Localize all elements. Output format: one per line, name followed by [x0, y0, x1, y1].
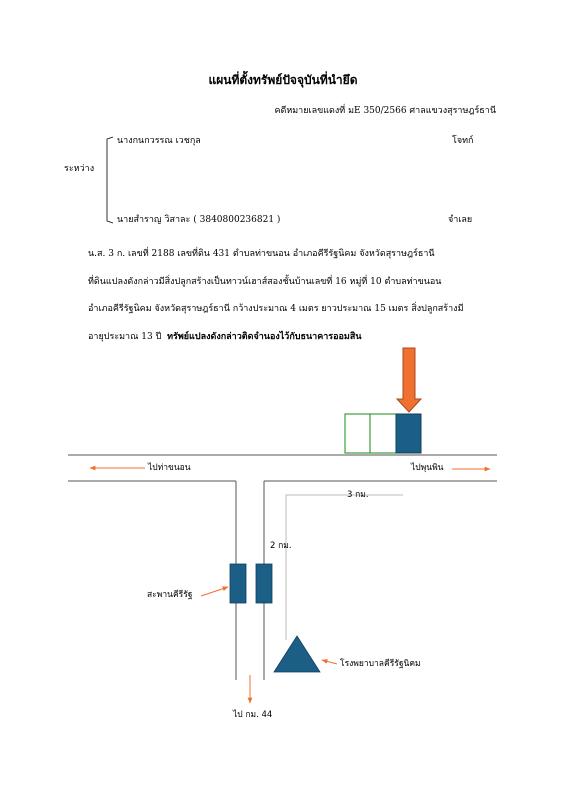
bridge-pointer	[201, 587, 228, 596]
neighbor-building	[370, 414, 396, 453]
label-to-km44: ไป กม. 44	[233, 710, 273, 720]
label-to-tha-khanon: ไปท่าขนอน	[148, 463, 191, 473]
between-label: ระหว่าง	[64, 164, 95, 174]
neighbor-building	[345, 414, 370, 453]
hospital-icon	[274, 636, 320, 672]
label-distance-3km: 3 กม.	[347, 490, 369, 500]
label-bridge: สะพานคีรีรัฐ	[147, 590, 193, 600]
distance-guide	[286, 495, 403, 640]
mortgage-note: ทรัพย์แปลงดังกล่าวติดจำนองไว้กับธนาคารออมสิน	[167, 331, 362, 342]
label-hospital: โรงพยาบาลคีรีรัฐนิคม	[340, 659, 421, 669]
target-building	[396, 414, 421, 453]
target-arrow-icon	[397, 348, 421, 412]
bridge-left-icon	[230, 564, 246, 603]
page-title: แผนที่ตั้งทรัพย์ปัจจุบันที่นำยึด	[208, 73, 358, 87]
defendant-role: จำเลย	[448, 215, 473, 225]
case-number: คดีหมายเลขแดงที่ มE 350/2566 ศาลแขวงสุราษฎร์ธานี	[274, 106, 496, 116]
plaintiff-name: นางกนกวรรณ เวชกุล	[117, 136, 201, 146]
plaintiff-role: โจทก์	[452, 136, 474, 146]
description-line: น.ส. 3 ก. เลขที่ 2188 เลขที่ดิน 431 ตำบลท่าขนอน อำเภอคีรีรัฐนิคม จังหวัดสุราษฎร์ธานี	[88, 249, 435, 259]
hospital-pointer	[322, 660, 337, 664]
description-line: อำเภอคีรีรัฐนิคม จังหวัดสุราษฎร์ธานี กว้างประมาณ 4 เมตร ยาวประมาณ 15 เมตร สิ่งปลูกสร้างมี	[88, 304, 464, 315]
label-to-phunphin: ไปพุนพิน	[411, 463, 444, 473]
bridge-right-icon	[256, 564, 272, 603]
label-distance-2km: 2 กม.	[270, 541, 292, 551]
defendant-name: นายสำราญ วิสาละ ( 3840800236821 )	[117, 215, 281, 225]
party-bracket	[107, 137, 113, 223]
description-plain: อายุประมาณ 13 ปี	[88, 331, 162, 342]
description-line: ที่ดินแปลงดังกล่าวมีสิ่งปลูกสร้างเป็นทาวน์เฮาส์สองชั้นบ้านเลขที่ 16 หมู่ที่ 10 ตำบลท่าขนอน	[88, 276, 442, 287]
